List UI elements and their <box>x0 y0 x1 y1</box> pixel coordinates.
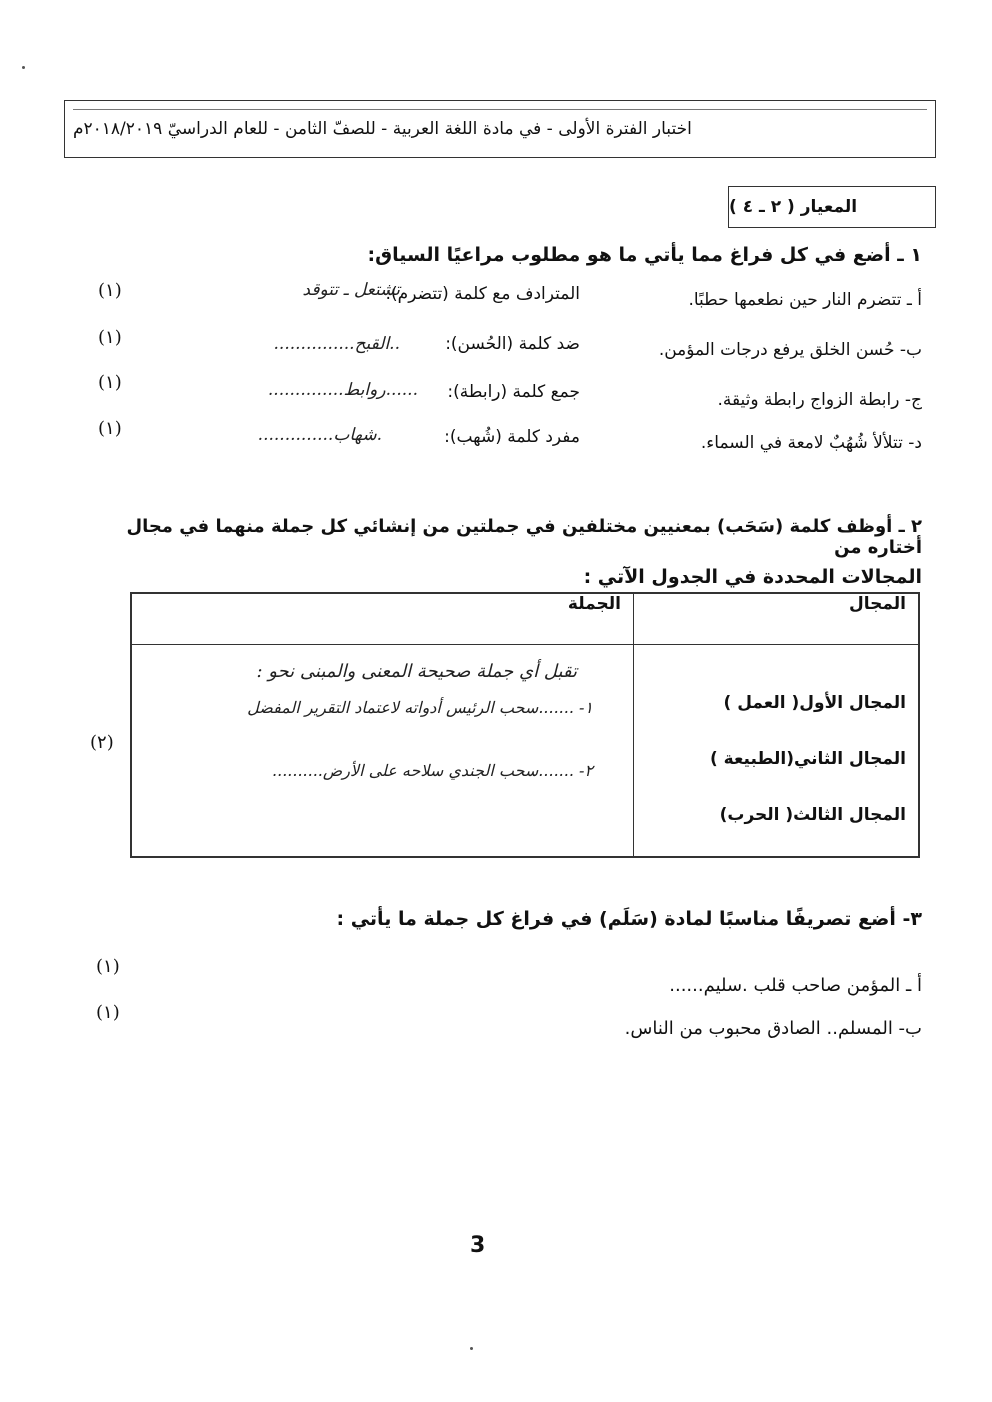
q1-item-b-answer: ..القبح............... <box>273 334 400 354</box>
q1-item-c-mark: (١) <box>98 372 122 393</box>
q1-item-a-sentence: أ ـ تتضرم النار حين نطعمها حطبًا. <box>688 290 922 310</box>
q1-item-b-mark: (١) <box>98 327 122 348</box>
q1-item-d-prompt: مفرد كلمة (شُهب): <box>444 427 580 447</box>
q1-item-a-mark: (١) <box>98 280 122 301</box>
field-war: المجال الثالث( الحرب) <box>719 805 906 825</box>
fields-table-header-field: المجال <box>634 593 920 645</box>
answer-sentence-1: ١- .......سحب الرئيس أدواته لاعتماد التقرير المفضل <box>247 698 593 717</box>
q1-item-b-prompt: ضد كلمة (الحُسن): <box>445 334 580 354</box>
criterion-label: المعيار ( ٢ ـ ٤ ) <box>728 186 936 228</box>
q1-item-c-prompt: جمع كلمة (رابطة): <box>447 382 580 402</box>
exam-title-box <box>64 100 936 158</box>
q1-item-d-sentence: د- تتلألأ شُهُبٌ لامعة في السماء. <box>700 433 922 453</box>
q3-item-a: أ ـ المؤمن صاحب قلب .سليم...... <box>669 975 922 996</box>
q3-item-b: ب- المسلم.. الصادق محبوب من الناس. <box>624 1018 922 1039</box>
q3-item-a-mark: (١) <box>96 956 120 977</box>
page-number: 3 <box>470 1233 486 1258</box>
q1-item-d-answer: .شهاب.............. <box>257 425 382 445</box>
q3-heading: ٣- أضع تصريفًا مناسبًا لمادة (سَلَم) في فراغ كل جملة ما يأتي : <box>336 908 922 930</box>
scan-speck <box>22 66 25 69</box>
answer-note: تقبل أي جملة صحيحة المعنى والمبنى نحو : <box>256 661 577 682</box>
q1-item-a-answer: تشتعل ـ تتوقد <box>302 280 400 300</box>
q2-mark: (٢) <box>90 732 114 753</box>
q3-item-b-mark: (١) <box>96 1002 120 1023</box>
q1-item-c-sentence: ج- رابطة الزواج رابطة وثيقة. <box>717 390 922 410</box>
fields-cell <box>634 645 920 858</box>
q1-item-d-mark: (١) <box>98 418 122 439</box>
q1-item-b-sentence: ب- حُسن الخلق يرفع درجات المؤمن. <box>658 340 922 360</box>
q1-heading: ١ ـ أضع في كل فراغ مما يأتي ما هو مطلوب مراعيًا السياق: <box>367 244 922 266</box>
field-nature: المجال الثاني(الطبيعة ) <box>709 749 906 769</box>
scan-speck <box>470 1347 473 1350</box>
exam-title: اختبار الفترة الأولى - في مادة اللغة العربية - للصفّ الثامن - للعام الدراسيّ ٢٠١٨/٢٠١٩م <box>73 109 927 147</box>
field-work: المجال الأول( العمل ) <box>723 693 906 713</box>
q1-item-c-answer: ......روابط.............. <box>267 380 418 400</box>
sentences-cell <box>131 645 634 858</box>
answer-sentence-2: ٢- .......سحب الجندي سلاحه على الأرض.......... <box>272 761 593 780</box>
q2-heading-line1: ٢ ـ أوظف كلمة (سَحَب) بمعنيين مختلفين في جملتين من إنشائي كل جملة منهما في مجال أختاره من <box>126 516 922 558</box>
fields-table-header-sentence: الجملة <box>131 593 634 645</box>
q2-heading-line2: المجالات المحددة في الجدول الآتي : <box>583 566 922 588</box>
fields-table <box>130 592 920 858</box>
q1-item-a-prompt: المترادف مع كلمة (تتضرم): <box>385 284 580 304</box>
